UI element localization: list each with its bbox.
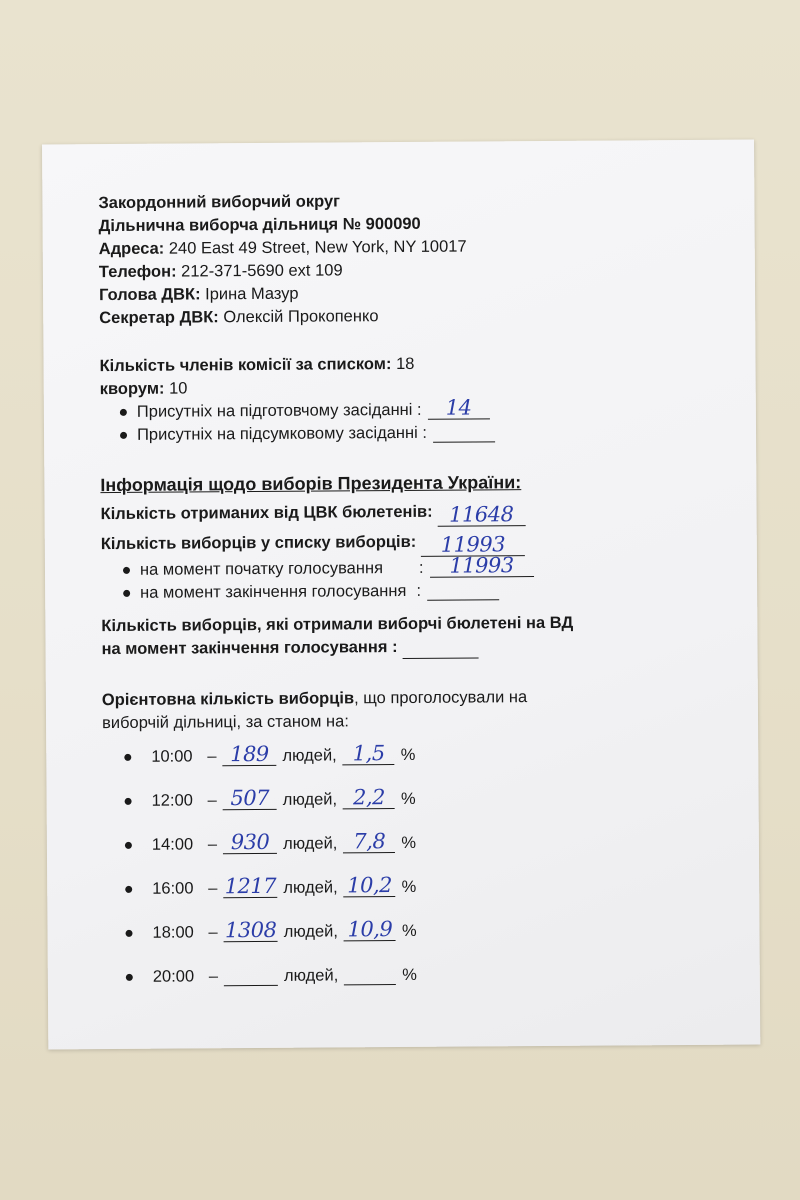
turnout-people-value: 1308	[224, 917, 277, 942]
turnout-dash: –	[207, 834, 218, 853]
voters-value: 11993	[440, 532, 506, 557]
turnout-percent-field	[343, 784, 395, 809]
ballots-line	[100, 495, 720, 529]
turnout-dash: –	[207, 790, 217, 809]
turnout-time: 18:00	[152, 922, 194, 942]
turnout-percent-value: 7,8	[353, 828, 386, 853]
turnout-dash: –	[207, 746, 217, 765]
voting-start-value: 11993	[449, 553, 514, 578]
turnout-percent-field	[343, 828, 395, 853]
posted-notice-sheet	[42, 140, 760, 1050]
final-meeting-field	[433, 423, 495, 442]
prep-meeting-label: Присутніх на підготовчому засіданні :	[136, 400, 422, 421]
turnout-row	[103, 863, 723, 911]
turnout-people-field	[224, 966, 278, 985]
bullet-dot	[120, 432, 127, 439]
turnout-row	[103, 907, 723, 955]
turnout-row	[104, 951, 724, 999]
turnout-intro-line-2: виборчій дільниці, за станом на:	[101, 712, 349, 733]
turnout-percent-value: 1,5	[352, 740, 385, 765]
turnout-people-label: людей,	[283, 921, 339, 941]
prep-meeting-value: 14	[445, 395, 472, 420]
district-title: Закордонний виборчий округ	[98, 192, 341, 213]
turnout-people-value: 507	[230, 785, 270, 810]
voting-start-label: на момент початку голосування	[139, 559, 384, 579]
turnout-dash: –	[208, 966, 219, 985]
turnout-people-label: людей,	[282, 745, 337, 765]
turnout-percent-field	[344, 916, 396, 941]
prep-meeting-field	[428, 395, 490, 420]
turnout-people-field	[223, 829, 277, 854]
secretary-value: Олексій Прокопенко	[218, 307, 379, 327]
head-value: Ірина Мазур	[200, 284, 299, 304]
ballots-label: Кількість отриманих від ЦВК бюлетенів:	[100, 502, 433, 524]
turnout-people-label: людей,	[283, 877, 338, 897]
turnout-percent-sign: %	[400, 789, 416, 808]
ballots-field	[437, 502, 525, 527]
voting-end-field	[427, 581, 499, 601]
voters-line	[101, 525, 721, 559]
address-label: Адреса:	[98, 239, 165, 259]
bullet-dot	[125, 797, 132, 804]
bullet-dot	[123, 567, 130, 574]
received-field	[402, 639, 478, 659]
turnout-percent-value: 2,2	[352, 784, 386, 809]
turnout-people-value: 1217	[224, 873, 277, 898]
voting-start-field	[430, 553, 534, 578]
voting-end-label: на момент закінчення голосування	[140, 581, 407, 602]
turnout-time: 16:00	[152, 878, 194, 898]
ballots-value: 11648	[449, 502, 514, 527]
turnout-people-label: людей,	[282, 789, 338, 809]
phone-value: 212-371-5690 ext 109	[176, 261, 343, 281]
turnout-percent-sign: %	[400, 745, 416, 764]
address-value: 240 East 49 Street, New York, NY 10017	[164, 237, 467, 258]
turnout-people-field	[223, 785, 277, 810]
quorum-value: 10	[164, 379, 188, 398]
bullet-dot	[125, 929, 132, 936]
turnout-percent-field	[344, 966, 396, 985]
voting-end-value	[427, 599, 499, 600]
turnout-list	[102, 731, 724, 999]
received-label: на момент закінчення голосування :	[101, 638, 398, 659]
received-value	[402, 657, 478, 658]
turnout-people-field	[223, 873, 277, 898]
turnout-row	[103, 819, 723, 867]
secretary-label: Секретар ДВК:	[99, 308, 219, 328]
turnout-dash: –	[208, 922, 218, 941]
voting-start-colon: :	[418, 558, 424, 577]
turnout-percent-sign: %	[402, 965, 417, 984]
bullet-dot	[125, 885, 132, 892]
bullet-dot	[126, 973, 133, 980]
members-label: Кількість членів комісії за списком:	[99, 355, 392, 376]
turnout-intro-rest: , що проголосували на	[354, 688, 528, 708]
turnout-percent-value: 10,2	[347, 872, 393, 897]
voters-label: Кількість виборців у списку виборців:	[100, 532, 417, 554]
final-meeting-label: Присутніх на підсумковому засіданні :	[136, 423, 427, 444]
election-heading: Інформація щодо виборів Президента України:	[100, 472, 522, 496]
turnout-percent-sign: %	[401, 833, 417, 852]
quorum-label: кворум:	[99, 379, 165, 399]
turnout-percent-field	[344, 872, 396, 897]
voting-end-colon: :	[416, 581, 422, 600]
turnout-time: 20:00	[152, 966, 195, 986]
turnout-intro-bold: Орієнтовна кількість виборців	[101, 689, 355, 710]
turnout-people-field	[224, 917, 278, 942]
turnout-percent-value: 10,9	[347, 916, 393, 941]
turnout-row	[102, 775, 722, 823]
turnout-people-label: людей,	[283, 833, 338, 853]
head-label: Голова ДВК:	[98, 285, 201, 305]
bullet-dot	[120, 409, 127, 416]
received-line-1: Кількість виборців, які отримали виборчі бюлетені на ВД	[101, 613, 574, 636]
notice-document	[98, 188, 724, 999]
turnout-time: 12:00	[151, 790, 193, 810]
turnout-people-label: людей,	[283, 965, 339, 985]
members-value: 18	[391, 354, 415, 374]
bullet-dot	[124, 753, 131, 760]
station-title: Дільнична виборча дільниця № 900090	[98, 214, 421, 236]
bullet-dot	[125, 841, 132, 848]
turnout-time: 10:00	[151, 746, 193, 766]
turnout-percent-sign: %	[401, 921, 417, 940]
phone-label: Телефон:	[98, 262, 177, 282]
turnout-people-value: 930	[230, 829, 270, 854]
turnout-row	[102, 731, 722, 779]
turnout-percent-field	[343, 740, 395, 765]
turnout-percent-sign: %	[401, 877, 417, 896]
turnout-people-field	[222, 741, 276, 766]
turnout-dash: –	[208, 878, 218, 897]
turnout-people-value: 189	[230, 741, 269, 766]
turnout-time: 14:00	[151, 834, 194, 854]
bullet-dot	[123, 590, 130, 597]
